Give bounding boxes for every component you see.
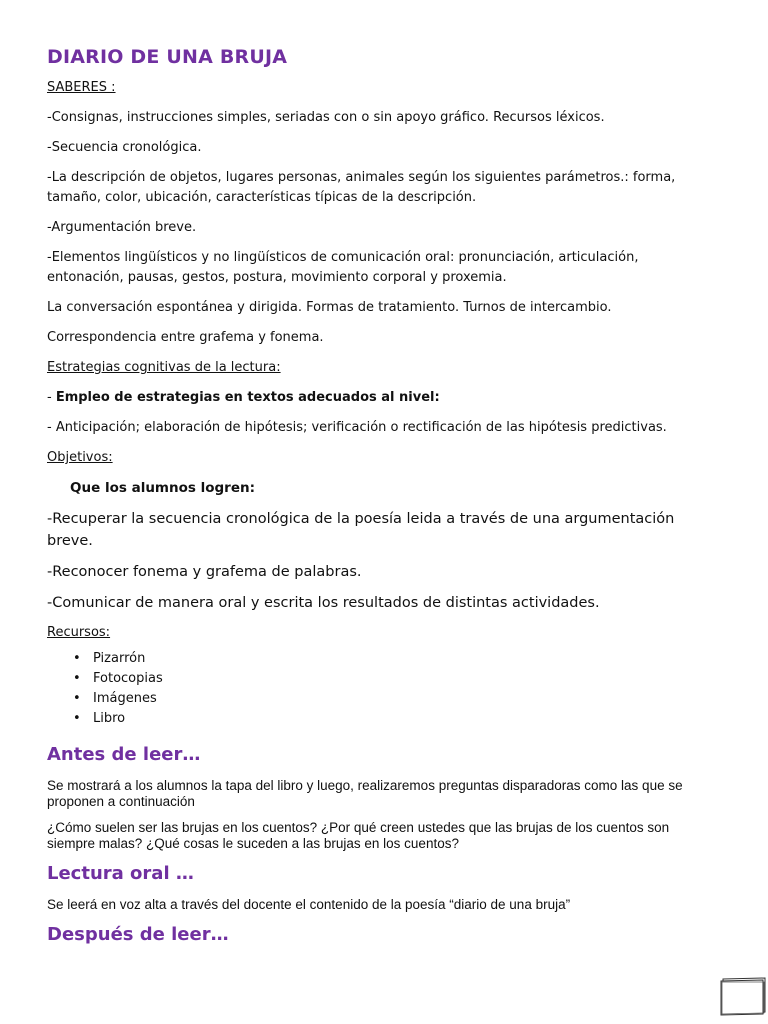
antes-questions: ¿Cómo suelen ser las brujas en los cuentos? ¿Por qué creen ustedes que las brujas de los cuentos son siempre malas? ¿Qué cosas le suceden a las brujas en los cuentos?	[47, 820, 670, 851]
estrategias-bold-text: Empleo de estrategias en textos adecuados al nivel:	[55, 390, 440, 405]
despues-heading: Después de leer…	[47, 924, 229, 945]
list-item-label: Pizarrón	[93, 651, 146, 666]
objetivo-item: -Reconocer fonema y grafema de palabras.	[47, 564, 362, 580]
saberes-item: -Elementos lingüísticos y no lingüísticos de comunicación oral: pronunciación, articulación, entonación, pausas, gestos, postura, movimiento corporal y proxemia.	[47, 250, 639, 285]
list-item-label: Fotocopias	[93, 671, 163, 686]
saberes-item: -Consignas, instrucciones simples, seriadas con o sin apoyo gráfico. Recursos léxicos.	[47, 110, 605, 125]
list-item-label: Imágenes	[93, 691, 157, 706]
bullet-icon: •	[73, 691, 81, 706]
objetivo-item: -Recuperar la secuencia cronológica de la poesía leida a través de una argumentación breve.	[47, 511, 675, 549]
estrategias-item: - Anticipación; elaboración de hipótesis; verificación o rectificación de las hipótesis predictivas.	[47, 420, 667, 435]
antes-paragraph: Se mostrará a los alumnos la tapa del libro y luego, realizaremos preguntas disparadoras como las que se proponen a continuación	[47, 778, 683, 809]
estrategias-dash: -	[47, 390, 56, 405]
saberes-item: -Argumentación breve.	[47, 220, 197, 235]
bullet-icon: •	[73, 671, 81, 686]
document-title: DIARIO DE UNA BRUJA	[47, 46, 288, 68]
list-item	[73, 689, 719, 709]
recursos-list	[47, 649, 719, 729]
document-page	[47, 46, 719, 958]
page-stack-icon-svg	[719, 976, 767, 1016]
estrategias-heading: Estrategias cognitivas de la lectura:	[47, 360, 281, 375]
list-item-label: Libro	[93, 711, 126, 726]
objetivo-item: -Comunicar de manera oral y escrita los resultados de distintas actividades.	[47, 595, 600, 611]
page-stack-icon[interactable]	[719, 976, 767, 1016]
objetivos-intro: Que los alumnos logren:	[70, 480, 256, 496]
objetivos-heading: Objetivos:	[47, 450, 113, 465]
saberes-item: -Secuencia cronológica.	[47, 140, 202, 155]
estrategias-bold-line	[47, 388, 719, 408]
bullet-icon: •	[73, 651, 81, 666]
list-item	[73, 709, 719, 729]
list-item	[73, 669, 719, 689]
recursos-heading: Recursos:	[47, 625, 111, 640]
saberes-item: -La descripción de objetos, lugares personas, animales según los siguientes parámetros.: forma, tamaño, color, ubicación, características típicas de la descripción.	[47, 170, 676, 205]
lectura-paragraph: Se leerá en voz alta a través del docente el contenido de la poesía “diario de una bruja”	[47, 897, 571, 912]
antes-heading: Antes de leer…	[47, 744, 201, 765]
saberes-item: La conversación espontánea y dirigida. Formas de tratamiento. Turnos de intercambio.	[47, 300, 612, 315]
lectura-heading: Lectura oral …	[47, 863, 194, 884]
saberes-heading: SABERES :	[47, 80, 116, 95]
list-item	[73, 649, 719, 669]
bullet-icon: •	[73, 711, 81, 726]
saberes-item: Correspondencia entre grafema y fonema.	[47, 330, 324, 345]
